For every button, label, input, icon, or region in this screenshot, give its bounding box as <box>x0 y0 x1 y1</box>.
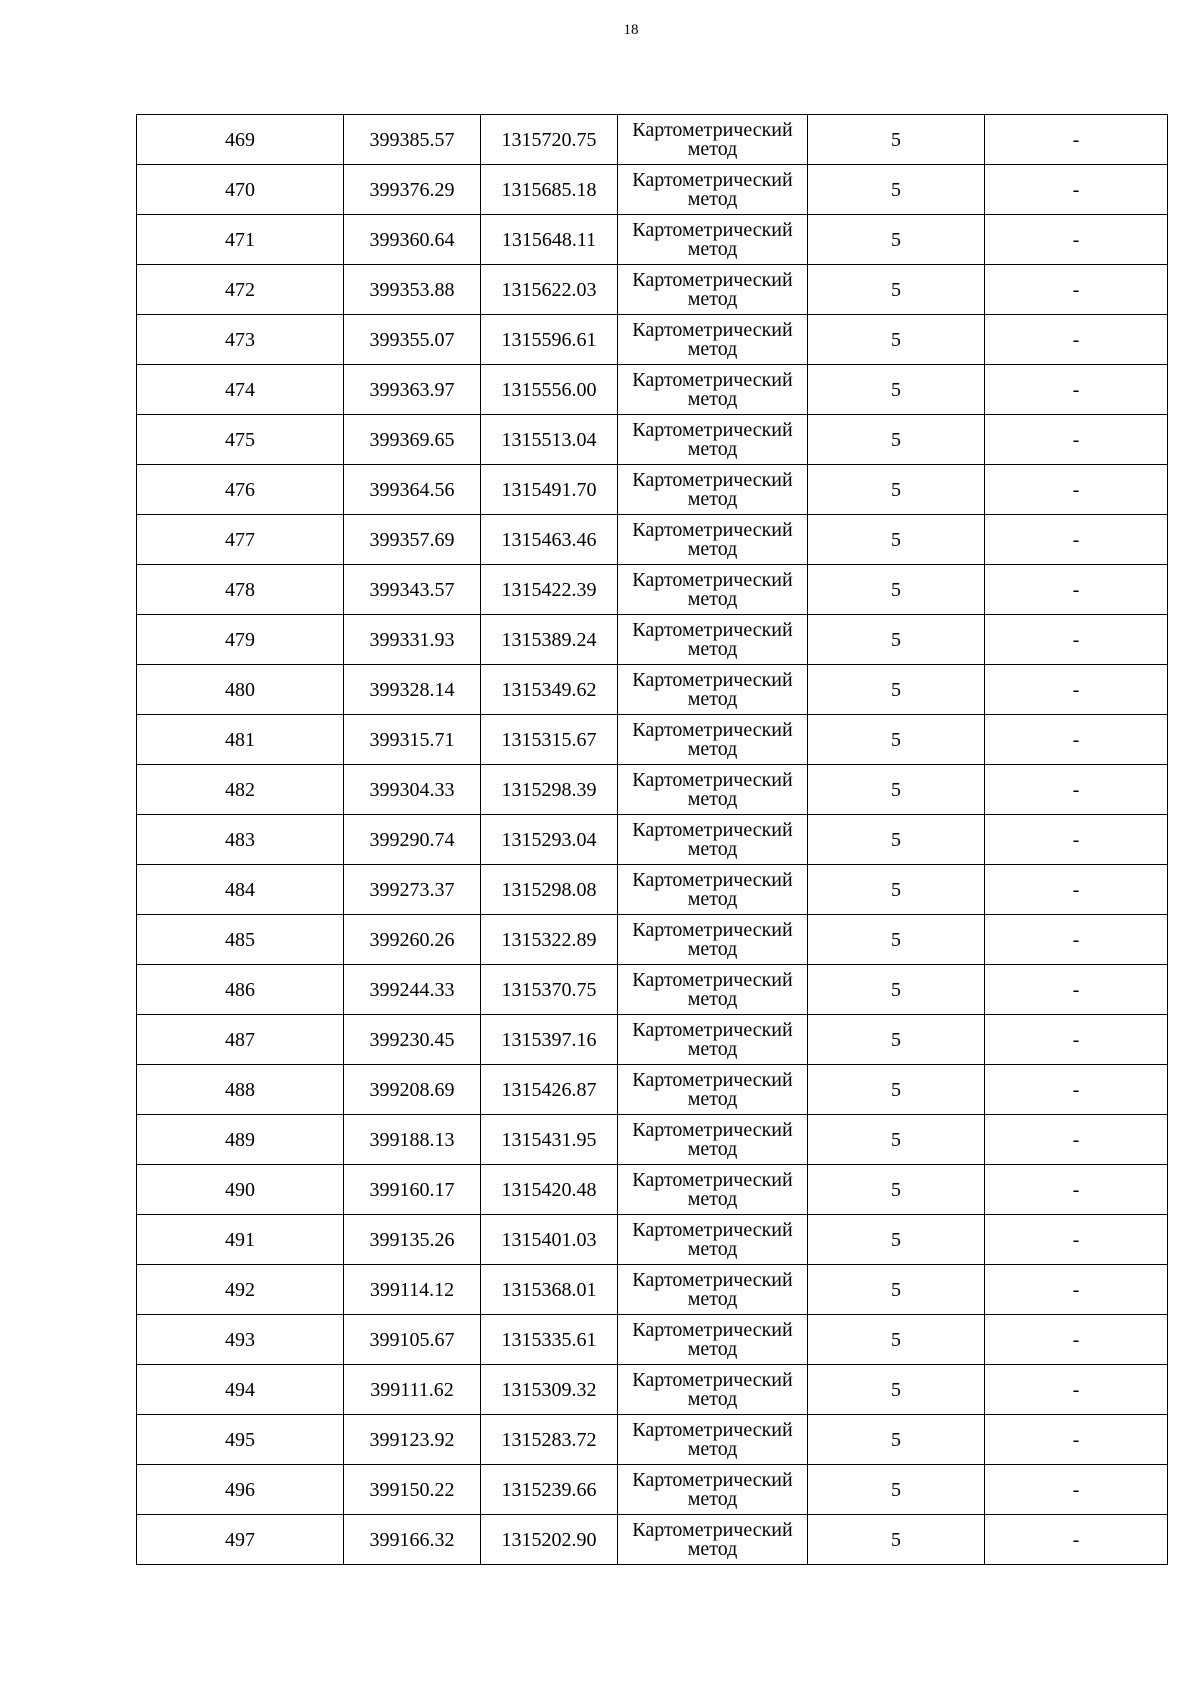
point-number-cell: 483 <box>137 815 344 865</box>
table-row <box>137 515 1168 565</box>
point-number-cell: 477 <box>137 515 344 565</box>
note-cell: - <box>985 565 1168 615</box>
note-cell: - <box>985 1465 1168 1515</box>
table-row <box>137 815 1168 865</box>
note-cell: - <box>985 815 1168 865</box>
coordinate-x-cell: 399360.64 <box>344 215 481 265</box>
coordinate-y-cell: 1315422.39 <box>481 565 618 615</box>
point-number-cell: 469 <box>137 115 344 165</box>
accuracy-cell: 5 <box>808 765 985 815</box>
accuracy-cell: 5 <box>808 1215 985 1265</box>
table-row <box>137 1315 1168 1365</box>
point-number-cell: 496 <box>137 1465 344 1515</box>
note-cell: - <box>985 165 1168 215</box>
note-cell: - <box>985 365 1168 415</box>
note-cell: - <box>985 515 1168 565</box>
note-cell: - <box>985 265 1168 315</box>
method-cell: Картометрический метод <box>618 965 808 1015</box>
coordinate-y-cell: 1315596.61 <box>481 315 618 365</box>
coordinate-x-cell: 399369.65 <box>344 415 481 465</box>
coordinate-y-cell: 1315397.16 <box>481 1015 618 1065</box>
point-number-cell: 476 <box>137 465 344 515</box>
coordinate-y-cell: 1315349.62 <box>481 665 618 715</box>
coordinate-x-cell: 399230.45 <box>344 1015 481 1065</box>
accuracy-cell: 5 <box>808 265 985 315</box>
table-row <box>137 915 1168 965</box>
point-number-cell: 484 <box>137 865 344 915</box>
table-row <box>137 265 1168 315</box>
accuracy-cell: 5 <box>808 1315 985 1365</box>
accuracy-cell: 5 <box>808 515 985 565</box>
coordinate-x-cell: 399260.26 <box>344 915 481 965</box>
accuracy-cell: 5 <box>808 715 985 765</box>
note-cell: - <box>985 1365 1168 1415</box>
coordinate-y-cell: 1315556.00 <box>481 365 618 415</box>
point-number-cell: 492 <box>137 1265 344 1315</box>
accuracy-cell: 5 <box>808 1265 985 1315</box>
point-number-cell: 473 <box>137 315 344 365</box>
point-number-cell: 472 <box>137 265 344 315</box>
page-number: 18 <box>623 22 639 38</box>
coordinate-x-cell: 399304.33 <box>344 765 481 815</box>
accuracy-cell: 5 <box>808 865 985 915</box>
table-row <box>137 415 1168 465</box>
point-number-cell: 497 <box>137 1515 344 1565</box>
method-cell: Картометрический метод <box>618 1215 808 1265</box>
coordinate-y-cell: 1315368.01 <box>481 1265 618 1315</box>
accuracy-cell: 5 <box>808 1365 985 1415</box>
accuracy-cell: 5 <box>808 1015 985 1065</box>
method-cell: Картометрический метод <box>618 415 808 465</box>
coordinate-y-cell: 1315202.90 <box>481 1515 618 1565</box>
accuracy-cell: 5 <box>808 1115 985 1165</box>
coordinate-y-cell: 1315420.48 <box>481 1165 618 1215</box>
method-cell: Картометрический метод <box>618 465 808 515</box>
coordinate-y-cell: 1315309.32 <box>481 1365 618 1415</box>
method-cell: Картометрический метод <box>618 1165 808 1215</box>
accuracy-cell: 5 <box>808 415 985 465</box>
note-cell: - <box>985 465 1168 515</box>
method-cell: Картометрический метод <box>618 1365 808 1415</box>
method-cell: Картометрический метод <box>618 315 808 365</box>
coordinate-x-cell: 399353.88 <box>344 265 481 315</box>
point-number-cell: 494 <box>137 1365 344 1415</box>
coordinate-y-cell: 1315335.61 <box>481 1315 618 1365</box>
method-cell: Картометрический метод <box>618 1065 808 1115</box>
method-cell: Картометрический метод <box>618 1465 808 1515</box>
table-row <box>137 115 1168 165</box>
note-cell: - <box>985 315 1168 365</box>
method-cell: Картометрический метод <box>618 265 808 315</box>
accuracy-cell: 5 <box>808 965 985 1015</box>
method-cell: Картометрический метод <box>618 765 808 815</box>
method-cell: Картометрический метод <box>618 715 808 765</box>
accuracy-cell: 5 <box>808 115 985 165</box>
note-cell: - <box>985 1215 1168 1265</box>
point-number-cell: 475 <box>137 415 344 465</box>
note-cell: - <box>985 1415 1168 1465</box>
note-cell: - <box>985 615 1168 665</box>
point-number-cell: 482 <box>137 765 344 815</box>
point-number-cell: 486 <box>137 965 344 1015</box>
table-row <box>137 215 1168 265</box>
method-cell: Картометрический метод <box>618 565 808 615</box>
coordinate-x-cell: 399315.71 <box>344 715 481 765</box>
table-row <box>137 1065 1168 1115</box>
coordinate-x-cell: 399150.22 <box>344 1465 481 1515</box>
coordinate-y-cell: 1315622.03 <box>481 265 618 315</box>
note-cell: - <box>985 115 1168 165</box>
point-number-cell: 491 <box>137 1215 344 1265</box>
coordinate-x-cell: 399188.13 <box>344 1115 481 1165</box>
accuracy-cell: 5 <box>808 315 985 365</box>
point-number-cell: 474 <box>137 365 344 415</box>
point-number-cell: 481 <box>137 715 344 765</box>
table-row <box>137 1365 1168 1415</box>
coordinate-x-cell: 399123.92 <box>344 1415 481 1465</box>
coordinate-x-cell: 399331.93 <box>344 615 481 665</box>
note-cell: - <box>985 1165 1168 1215</box>
accuracy-cell: 5 <box>808 1165 985 1215</box>
coordinates-table <box>136 114 1168 1565</box>
table-row <box>137 165 1168 215</box>
point-number-cell: 478 <box>137 565 344 615</box>
coordinate-x-cell: 399111.62 <box>344 1365 481 1415</box>
coordinate-x-cell: 399355.07 <box>344 315 481 365</box>
table-row <box>137 1215 1168 1265</box>
table-row <box>137 1265 1168 1315</box>
method-cell: Картометрический метод <box>618 1015 808 1065</box>
coordinate-y-cell: 1315298.39 <box>481 765 618 815</box>
coordinate-x-cell: 399273.37 <box>344 865 481 915</box>
coordinate-x-cell: 399328.14 <box>344 665 481 715</box>
note-cell: - <box>985 765 1168 815</box>
point-number-cell: 489 <box>137 1115 344 1165</box>
accuracy-cell: 5 <box>808 165 985 215</box>
table-row <box>137 315 1168 365</box>
table-row <box>137 865 1168 915</box>
coordinate-x-cell: 399376.29 <box>344 165 481 215</box>
accuracy-cell: 5 <box>808 815 985 865</box>
accuracy-cell: 5 <box>808 1515 985 1565</box>
coordinate-y-cell: 1315293.04 <box>481 815 618 865</box>
note-cell: - <box>985 865 1168 915</box>
point-number-cell: 485 <box>137 915 344 965</box>
coordinate-y-cell: 1315431.95 <box>481 1115 618 1165</box>
point-number-cell: 470 <box>137 165 344 215</box>
note-cell: - <box>985 915 1168 965</box>
point-number-cell: 493 <box>137 1315 344 1365</box>
method-cell: Картометрический метод <box>618 1315 808 1365</box>
note-cell: - <box>985 415 1168 465</box>
note-cell: - <box>985 665 1168 715</box>
accuracy-cell: 5 <box>808 465 985 515</box>
coordinate-x-cell: 399135.26 <box>344 1215 481 1265</box>
point-number-cell: 479 <box>137 615 344 665</box>
accuracy-cell: 5 <box>808 915 985 965</box>
table-row <box>137 965 1168 1015</box>
note-cell: - <box>985 1265 1168 1315</box>
note-cell: - <box>985 1065 1168 1115</box>
table-row <box>137 615 1168 665</box>
coordinate-x-cell: 399357.69 <box>344 515 481 565</box>
method-cell: Картометрический метод <box>618 1415 808 1465</box>
coordinate-y-cell: 1315463.46 <box>481 515 618 565</box>
point-number-cell: 471 <box>137 215 344 265</box>
accuracy-cell: 5 <box>808 1465 985 1515</box>
method-cell: Картометрический метод <box>618 165 808 215</box>
table-row <box>137 1165 1168 1215</box>
accuracy-cell: 5 <box>808 1415 985 1465</box>
coordinate-x-cell: 399208.69 <box>344 1065 481 1115</box>
method-cell: Картометрический метод <box>618 1515 808 1565</box>
table-row <box>137 365 1168 415</box>
table-row <box>137 1465 1168 1515</box>
coordinate-y-cell: 1315370.75 <box>481 965 618 1015</box>
coordinate-y-cell: 1315239.66 <box>481 1465 618 1515</box>
method-cell: Картометрический метод <box>618 915 808 965</box>
table-row <box>137 715 1168 765</box>
coordinate-y-cell: 1315491.70 <box>481 465 618 515</box>
point-number-cell: 487 <box>137 1015 344 1065</box>
method-cell: Картометрический метод <box>618 365 808 415</box>
table-row <box>137 1015 1168 1065</box>
method-cell: Картометрический метод <box>618 665 808 715</box>
method-cell: Картометрический метод <box>618 865 808 915</box>
coordinate-y-cell: 1315283.72 <box>481 1415 618 1465</box>
note-cell: - <box>985 1015 1168 1065</box>
point-number-cell: 480 <box>137 665 344 715</box>
accuracy-cell: 5 <box>808 365 985 415</box>
coordinate-x-cell: 399385.57 <box>344 115 481 165</box>
table-row <box>137 665 1168 715</box>
accuracy-cell: 5 <box>808 615 985 665</box>
coordinate-y-cell: 1315401.03 <box>481 1215 618 1265</box>
note-cell: - <box>985 215 1168 265</box>
table-row <box>137 1415 1168 1465</box>
note-cell: - <box>985 1115 1168 1165</box>
accuracy-cell: 5 <box>808 215 985 265</box>
method-cell: Картометрический метод <box>618 1115 808 1165</box>
method-cell: Картометрический метод <box>618 115 808 165</box>
coordinate-x-cell: 399290.74 <box>344 815 481 865</box>
coordinate-y-cell: 1315648.11 <box>481 215 618 265</box>
note-cell: - <box>985 965 1168 1015</box>
coordinate-y-cell: 1315720.75 <box>481 115 618 165</box>
point-number-cell: 490 <box>137 1165 344 1215</box>
accuracy-cell: 5 <box>808 565 985 615</box>
table-row <box>137 765 1168 815</box>
table-row <box>137 1515 1168 1565</box>
coordinate-x-cell: 399363.97 <box>344 365 481 415</box>
coordinate-x-cell: 399160.17 <box>344 1165 481 1215</box>
note-cell: - <box>985 715 1168 765</box>
coordinate-x-cell: 399364.56 <box>344 465 481 515</box>
coordinate-x-cell: 399343.57 <box>344 565 481 615</box>
note-cell: - <box>985 1315 1168 1365</box>
accuracy-cell: 5 <box>808 665 985 715</box>
table-row <box>137 565 1168 615</box>
coordinate-y-cell: 1315513.04 <box>481 415 618 465</box>
coordinate-y-cell: 1315685.18 <box>481 165 618 215</box>
coordinate-y-cell: 1315426.87 <box>481 1065 618 1115</box>
accuracy-cell: 5 <box>808 1065 985 1115</box>
method-cell: Картометрический метод <box>618 515 808 565</box>
method-cell: Картометрический метод <box>618 815 808 865</box>
point-number-cell: 488 <box>137 1065 344 1115</box>
coordinate-x-cell: 399166.32 <box>344 1515 481 1565</box>
coordinate-x-cell: 399105.67 <box>344 1315 481 1365</box>
coordinate-y-cell: 1315322.89 <box>481 915 618 965</box>
table-row <box>137 1115 1168 1165</box>
coordinate-y-cell: 1315315.67 <box>481 715 618 765</box>
coordinate-x-cell: 399244.33 <box>344 965 481 1015</box>
coordinate-y-cell: 1315389.24 <box>481 615 618 665</box>
coordinate-x-cell: 399114.12 <box>344 1265 481 1315</box>
method-cell: Картометрический метод <box>618 215 808 265</box>
method-cell: Картометрический метод <box>618 615 808 665</box>
method-cell: Картометрический метод <box>618 1265 808 1315</box>
point-number-cell: 495 <box>137 1415 344 1465</box>
coordinates-table-body <box>137 115 1168 1565</box>
note-cell: - <box>985 1515 1168 1565</box>
coordinate-y-cell: 1315298.08 <box>481 865 618 915</box>
table-row <box>137 465 1168 515</box>
